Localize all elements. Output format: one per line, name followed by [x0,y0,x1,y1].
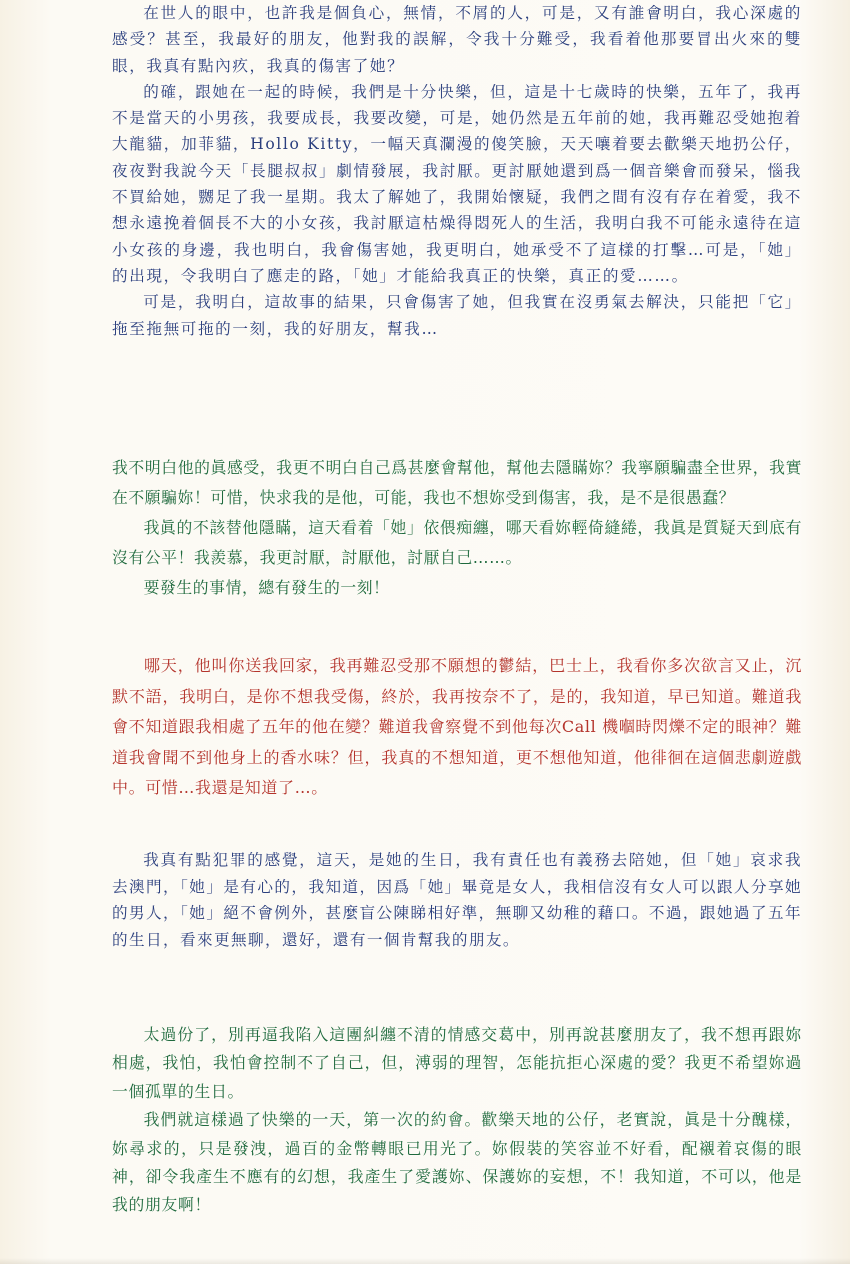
paragraph: 我們就這樣過了快樂的一天，第一次的約會。歡樂天地的公仔，老實說，眞是十分醜樣，妳尋求的，只是發洩，過百的金幣轉眼已用光了。妳假裝的笑容並不好看，配襯着哀傷的眼神，卻令我產生不應有的幻想，我產生了愛護妳、保護妳的妄想，不！我知道，不可以，他是我的朋友啊！ [112,1110,802,1215]
paragraph: 哪天，他叫你送我回家，我再難忍受那不願想的鬱結，巴士上，我看你多次欲言又止，沉默不語，我明白，是你不想我受傷，終於，我再按奈不了，是的，我知道，早已知道。難道我會不知道跟我相處了五年的他在變？難道我會察覺不到他每次Call 機嗰時閃爍不定的眼神？難道我會聞不到他身上的香水味？但，我真的不想知道，更不想他知道，他徘徊在這個悲劇遊戲中。可惜…我還是知道了…。 [112,656,802,797]
passage-first-narrator-2 [112,847,802,954]
paragraph: 的確，跟她在一起的時候，我們是十分快樂，但，這是十七歲時的快樂，五年了，我再不是當天的小男孩，我要成長，我要改變，可是，她仍然是五年前的她，我再難忍受她抱着大龍貓，加菲貓，Hollo Kitty，一幅天真瀾漫的傻笑臉，天天嚷着要去歡樂天地扔公仔，夜夜對我說今天「長腿叔叔」劇情發展，我討厭。更討厭她還到爲一個音樂會而發呆，惱我不買給她，嬲足了我一星期。我太了解她了，我開始懷疑，我們之間有沒有存在着愛，我不想永遠挽着個長不大的小女孩，我討厭這枯燥得悶死人的生活，我明白我不可能永遠待在這小女孩的身邊，我也明白，我會傷害她，我更明白，她承受不了這樣的打擊…可是，「她」的出現，令我明白了應走的路，「她」才能給我真正的快樂，真正的愛……。 [112,82,802,285]
paragraph: 我不明白他的眞感受，我更不明白自己爲甚麼會幫他，幫他去隱瞞妳？我寧願騙盡全世界，我實在不願騙妳！可惜，快求我的是他，可能，我也不想妳受到傷害，我，是不是很愚蠢？ [112,458,802,507]
passage-girlfriend [112,651,802,804]
passage-friend-2 [112,1021,802,1220]
page-edge-shadow [0,1258,850,1264]
paragraph: 太過份了，別再逼我陷入這團糾纏不清的情感交葛中，別再說甚麼朋友了，我不想再跟妳相處，我怕，我怕會控制不了自己，但，溥弱的理智，怎能抗拒心深處的愛？我更不希望妳過一個孤單的生日。 [112,1025,802,1101]
paragraph: 我真有點犯罪的感覺，這天，是她的生日，我有責任也有義務去陪她，但「她」哀求我去澳門，「她」是有心的，我知道，因爲「她」畢竟是女人，我相信沒有女人可以跟人分享她的男人，「她」絕不會例外，甚麼盲公陳睇相好準，無聊又幼稚的藉口。不過，跟她過了五年的生日，看來更無聊，還好，還有一個肯幫我的朋友。 [112,851,802,950]
paragraph: 要發生的事情，總有發生的一刻！ [143,578,390,597]
passage-first-narrator [112,0,802,342]
paragraph: 可是，我明白，這故事的結果，只會傷害了她，但我實在沒勇氣去解決，只能把「它」拖至拖無可拖的一刻，我的好朋友，幫我… [112,293,802,338]
paragraph: 在世人的眼中，也許我是個負心，無情，不屑的人，可是，又有誰會明白，我心深處的感受？甚至，我最好的朋友，他對我的誤解，令我十分難受，我看着他那要冒出火來的雙眼，我真有點內疚，我真的傷害了她？ [112,4,802,75]
paragraph: 我眞的不該替他隱瞞，這天看着「她」依偎痴纏，哪天看妳輕倚縫綣，我眞是質疑天到底有沒有公平！我羨慕，我更討厭，討厭他，討厭自己……。 [112,518,802,567]
passage-friend [112,453,802,603]
